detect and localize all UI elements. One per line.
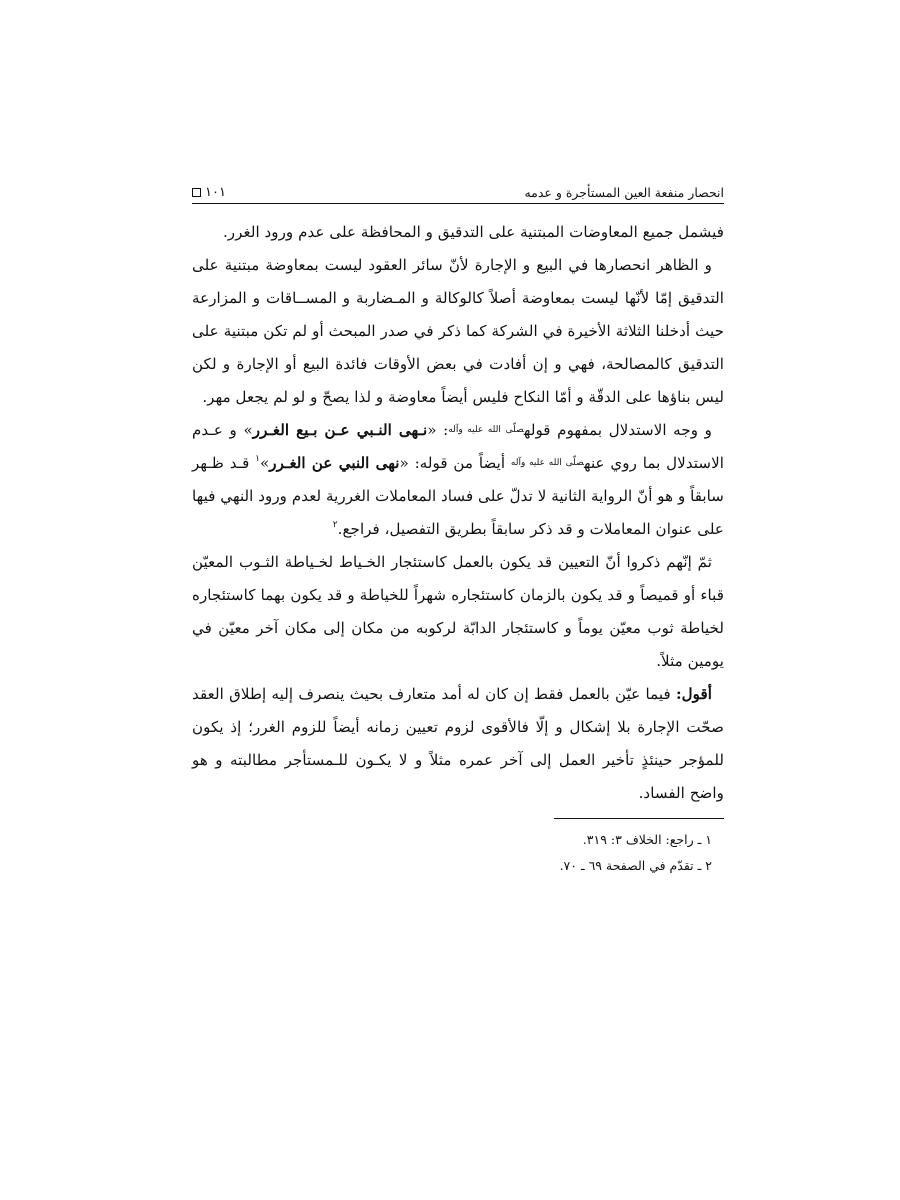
paragraph-5-text: فيما عيّن بالعمل فقط إن كان له أمد متعارف بحيث ينصرف إليه إطلاق العقد صحّت الإجارة بلا إشكال و إلّا فالأقوى لزوم تعيين زمانه أيضاً للزوم الغرر؛ إذ يكون للمؤجر حينئذٍ تأخير العمل إلى آخر عمره مثلاً و لا يكـون للـمستأجر مطالبته و هو واضح الفساد. bbox=[192, 685, 724, 802]
footnote-divider bbox=[554, 818, 724, 819]
square-bullet-icon bbox=[192, 188, 201, 197]
paragraph-3-text-4: أيضاً من قوله: « bbox=[399, 454, 511, 472]
footnote-1: ١ ـ راجع: الخلاف ٣: ٣١٩. bbox=[582, 832, 712, 847]
salawat-symbol: صلّى الله عليه وآله bbox=[510, 458, 584, 468]
paragraph-3 bbox=[192, 414, 724, 546]
body-text bbox=[192, 216, 724, 810]
paragraph-2: و الظاهر انحصارها في البيع و الإجارة لأنّ سائر العقود ليست بمعاوضة مبتنية على التدقيق إمّا لأنّها ليست بمعاوضة أصلاً كالوكالة و المـضاربة و المســاقات و المزارعة حيث أدخلنا الثلاثة الأخيرة في الشركة كما ذكر في صدر المبحث أو لم تكن مبتنية على التدقيق كالمصالحة، فهي و إن أفادت في بعض الأوقات فائدة البيع أو الإجارة و لكن ليس بناؤها على الدقّة و أمّا النكاح فليس أيضاً معاوضة و لذا يصحّ و لو لم يجعل مهر. bbox=[192, 256, 724, 406]
paragraph-5 bbox=[192, 678, 724, 810]
paragraph-3-text-5: » bbox=[260, 454, 270, 472]
running-header-title: انحصار منفعة العين المستأجرة و عدمه bbox=[524, 185, 724, 200]
paragraph-1: فيشمل جميع المعاوضات المبتنية على التدقيق و المحافظة على عدم ورود الغرر. bbox=[222, 223, 724, 241]
paragraph-4: ثمّ إنّهم ذكروا أنّ التعيين قد يكون بالعمل كاستئجار الخـياط لخـياطة الثـوب المعيّن قباء أو قميصاً و قد يكون بالزمان كاستئجاره شهراً للخياطة و قد يكون بهما كاستئجاره لخياطة ثوب معيّن يوماً و كاستئجار الدابّة لركوبه من مكان إلى مكان آخر معيّن في يومين مثلاً. bbox=[192, 553, 724, 670]
page-number-group bbox=[192, 185, 226, 200]
footnote-ref-1: ١ bbox=[255, 454, 260, 464]
hadith-quote-2: نهى النبي عن الغـرر bbox=[269, 454, 400, 472]
aqulu-label: أقول: bbox=[676, 685, 712, 703]
hadith-quote-1: نـهى النـبي عـن بـيع الغـرر bbox=[252, 421, 428, 439]
footnote-2: ٢ ـ تقدّم في الصفحة ٦٩ ـ ٧٠. bbox=[559, 858, 712, 873]
paragraph-3-text-1: و وجه الاستدلال بمفهوم قوله bbox=[523, 421, 712, 439]
salawat-symbol: صلّى الله عليه وآله bbox=[448, 425, 524, 435]
paragraph-3-text-3: » و عـدم الاستدلال بما روي عنه bbox=[192, 421, 724, 472]
footnote-ref-2: ٢ bbox=[332, 520, 338, 530]
paragraph-3-text-2: : « bbox=[427, 421, 449, 439]
document-page bbox=[192, 170, 724, 879]
footnotes bbox=[192, 827, 724, 879]
page-number: ١٠١ bbox=[205, 185, 226, 200]
running-header bbox=[192, 170, 724, 204]
paragraph-3-text-6: قـد ظـهر سابقاً و هو أنّ الرواية الثانية لا تدلّ على فساد المعاملات الغررية لعدم ورود النهي فيها على عنوان المعاملات و قد ذكر سابقاً بطريق التفصيل، فراجع. bbox=[192, 454, 724, 538]
